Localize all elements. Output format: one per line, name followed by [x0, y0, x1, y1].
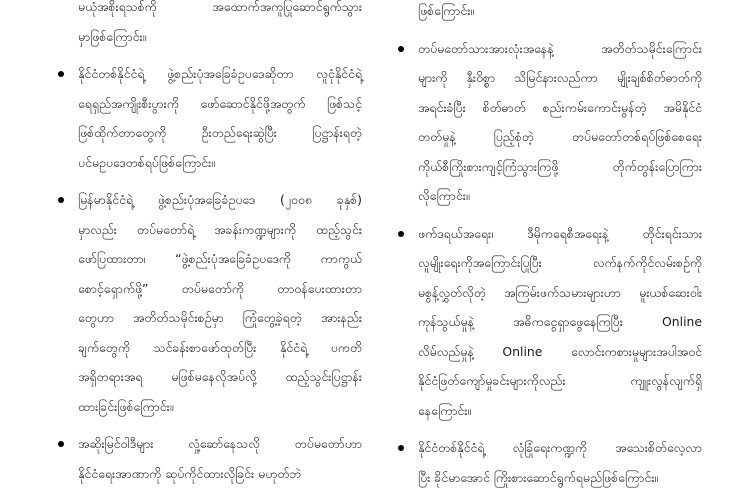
text-line: မှာလည်း တပ်မတော်ရဲ့ အခန်းကဏ္ဍများကို ထည့်သွင်း — [78, 215, 362, 245]
list-item — [388, 34, 702, 211]
right-bullet-list — [388, 0, 702, 492]
text-line: ကုန်သွယ်မှုနဲ့ အဓိကငွေရှာဖွေနေကြပြီး Online — [418, 307, 702, 337]
text-line: မြန်မာနိုင်ငံရဲ့ ဖွဲ့စည်းပုံအခြေခံဥပဒေ (၂၀၀၈ ခုနှစ်) — [78, 185, 362, 215]
text-line: တတ်မှုနဲ့ ပြည့်စုံတဲ့ တပ်မတော်တစ်ရပ်ဖြစ်စေရေး — [418, 122, 702, 152]
text-line: တွေဟာ အတိတ်သမိုင်းစဉ်မှာ ကြုံတွေ့ခဲ့ရတဲ့ အားနည်း — [78, 303, 362, 333]
text-line: ပြီး ခိုင်မာအောင် ကြိုးစားဆောင်ရွက်ရမည်ဖြစ်ကြောင်း။ — [418, 463, 702, 492]
list-item — [48, 429, 362, 488]
text-line: အရင်းခံပြီး စိတ်ဓာတ် စည်းကမ်းကောင်းမွန်တဲ့ အမိနိုင်ငံ — [418, 93, 702, 123]
text-line: ဖော်ပြထားတာ၊ “ဖွဲ့စည်းပုံအခြေခံဥပဒေကို ကာကွယ် — [78, 244, 362, 274]
right-column — [388, 0, 702, 492]
text-line: ဖြစ်ထိုက်တာတွေကို ဦးတည်ရေးဆွဲပြီး ပြဋ္ဌာန်းရတဲ့ — [78, 118, 362, 148]
text-line: အဆိုးမြင်ဝါဒီများ လှုံ့ဆော်နေသလို တပ်မတော်ဟာ — [78, 429, 362, 459]
text-line: နေကြောင်း။ — [418, 396, 702, 426]
list-item — [388, 219, 702, 426]
text-line: မစွန့်လွှတ်လိုတဲ့ အကြမ်းဖက်သမားများဟာ မူးယစ်ဆေးဝါး — [418, 278, 702, 308]
bullet-icon — [398, 46, 404, 52]
left-column — [48, 0, 362, 488]
bullet-icon — [58, 441, 64, 447]
list-item — [388, 433, 702, 492]
text-line: ကိုယ်စီကြိုးစားကျင့်ကြံသွားကြဖို့ တိုက်တွန်းပြောကြား — [418, 152, 702, 182]
text-line: မယုံအစိုးရသစ်ကို အထောက်အကူပြုဆောင်ရွက်သွား — [78, 0, 362, 22]
list-item — [48, 185, 362, 421]
text-line: ချက်တွေကို သင်ခန်းစာဖော်ထုတ်ပြီး နိုင်ငံရဲ့ ပကတိ — [78, 333, 362, 363]
text-line: ရေရှည်အကျိုးစီးပွားကို ဖော်ဆောင်နိုင်ဖို့အတွက် ဖြစ်သင့် — [78, 89, 362, 119]
text-line: နိုင်ငံတစ်နိုင်ငံရဲ့ လုံခြုံရေးကဏ္ဍကို အသေးစိတ်လေ့လာ — [418, 433, 702, 463]
text-line: နိုင်ငံတစ်နိုင်ငံရဲ့ ဖွဲ့စည်းပုံအခြေခံဥပဒေဆိုတာ လူငုံနိုင်ငံရဲ့ — [78, 59, 362, 89]
text-line: ပင်မဥပဒေတစ်ရပ်ဖြစ်ကြောင်း။ — [78, 148, 362, 178]
text-line: လိမ်လည်မှုနဲ့ Online လောင်းကစားမှုများအပါအဝင် — [418, 337, 702, 367]
list-item — [48, 59, 362, 177]
list-item — [48, 0, 362, 51]
text-line: လိုကြောင်း။ — [418, 181, 702, 211]
bullet-icon — [398, 231, 404, 237]
bullet-icon — [398, 445, 404, 451]
left-bullet-list — [48, 0, 362, 488]
text-line: စောင့်ရှောက်ဖို့” တပ်မတော်ကို တာဝန်ပေးထားတာ — [78, 274, 362, 304]
text-line: များကို နှီးဝိစ္စာ သိမြင်နားလည်ကာ မျိုးချစ်စိတ်ဓာတ်ကို — [418, 63, 702, 93]
text-line: ထားခြင်းဖြစ်ကြောင်း။ — [78, 392, 362, 422]
text-line: ဖြစ်ကြောင်း။ — [418, 0, 702, 26]
list-item — [388, 0, 702, 26]
text-line: နိုင်ငံဖြတ်ကျော်မှုခင်းများကိုလည်း ကျူးလွန်လျက်ရှိ — [418, 366, 702, 396]
bullet-icon — [58, 71, 64, 77]
bullet-icon — [58, 197, 64, 203]
text-line: မှာဖြစ်ကြောင်း။ — [78, 22, 362, 52]
text-line: နိုင်ငံရေးအာဏာကို ဆုပ်ကိုင်ထားလိုခြင်း မဟုတ်ဘဲ — [78, 459, 362, 489]
text-line: ဖက်ဒရယ်အရေး၊ ဒီမိုကရေစီအရေးနဲ့ တိုင်းရင်းသား — [418, 219, 702, 249]
text-line: အရှိတရားအရ မဖြစ်မနေလိုအပ်လို့ ထည့်သွင်းပြဋ္ဌာန်း — [78, 362, 362, 392]
text-line: တပ်မတော်သားအားလုံးအနေနဲ့ အတိတ်သမိုင်းကြောင်း — [418, 34, 702, 64]
text-line: လူမျိုးရေးကိုအကြောင်းပြုပြီး လက်နက်ကိုင်လမ်းစဉ်ကို — [418, 248, 702, 278]
